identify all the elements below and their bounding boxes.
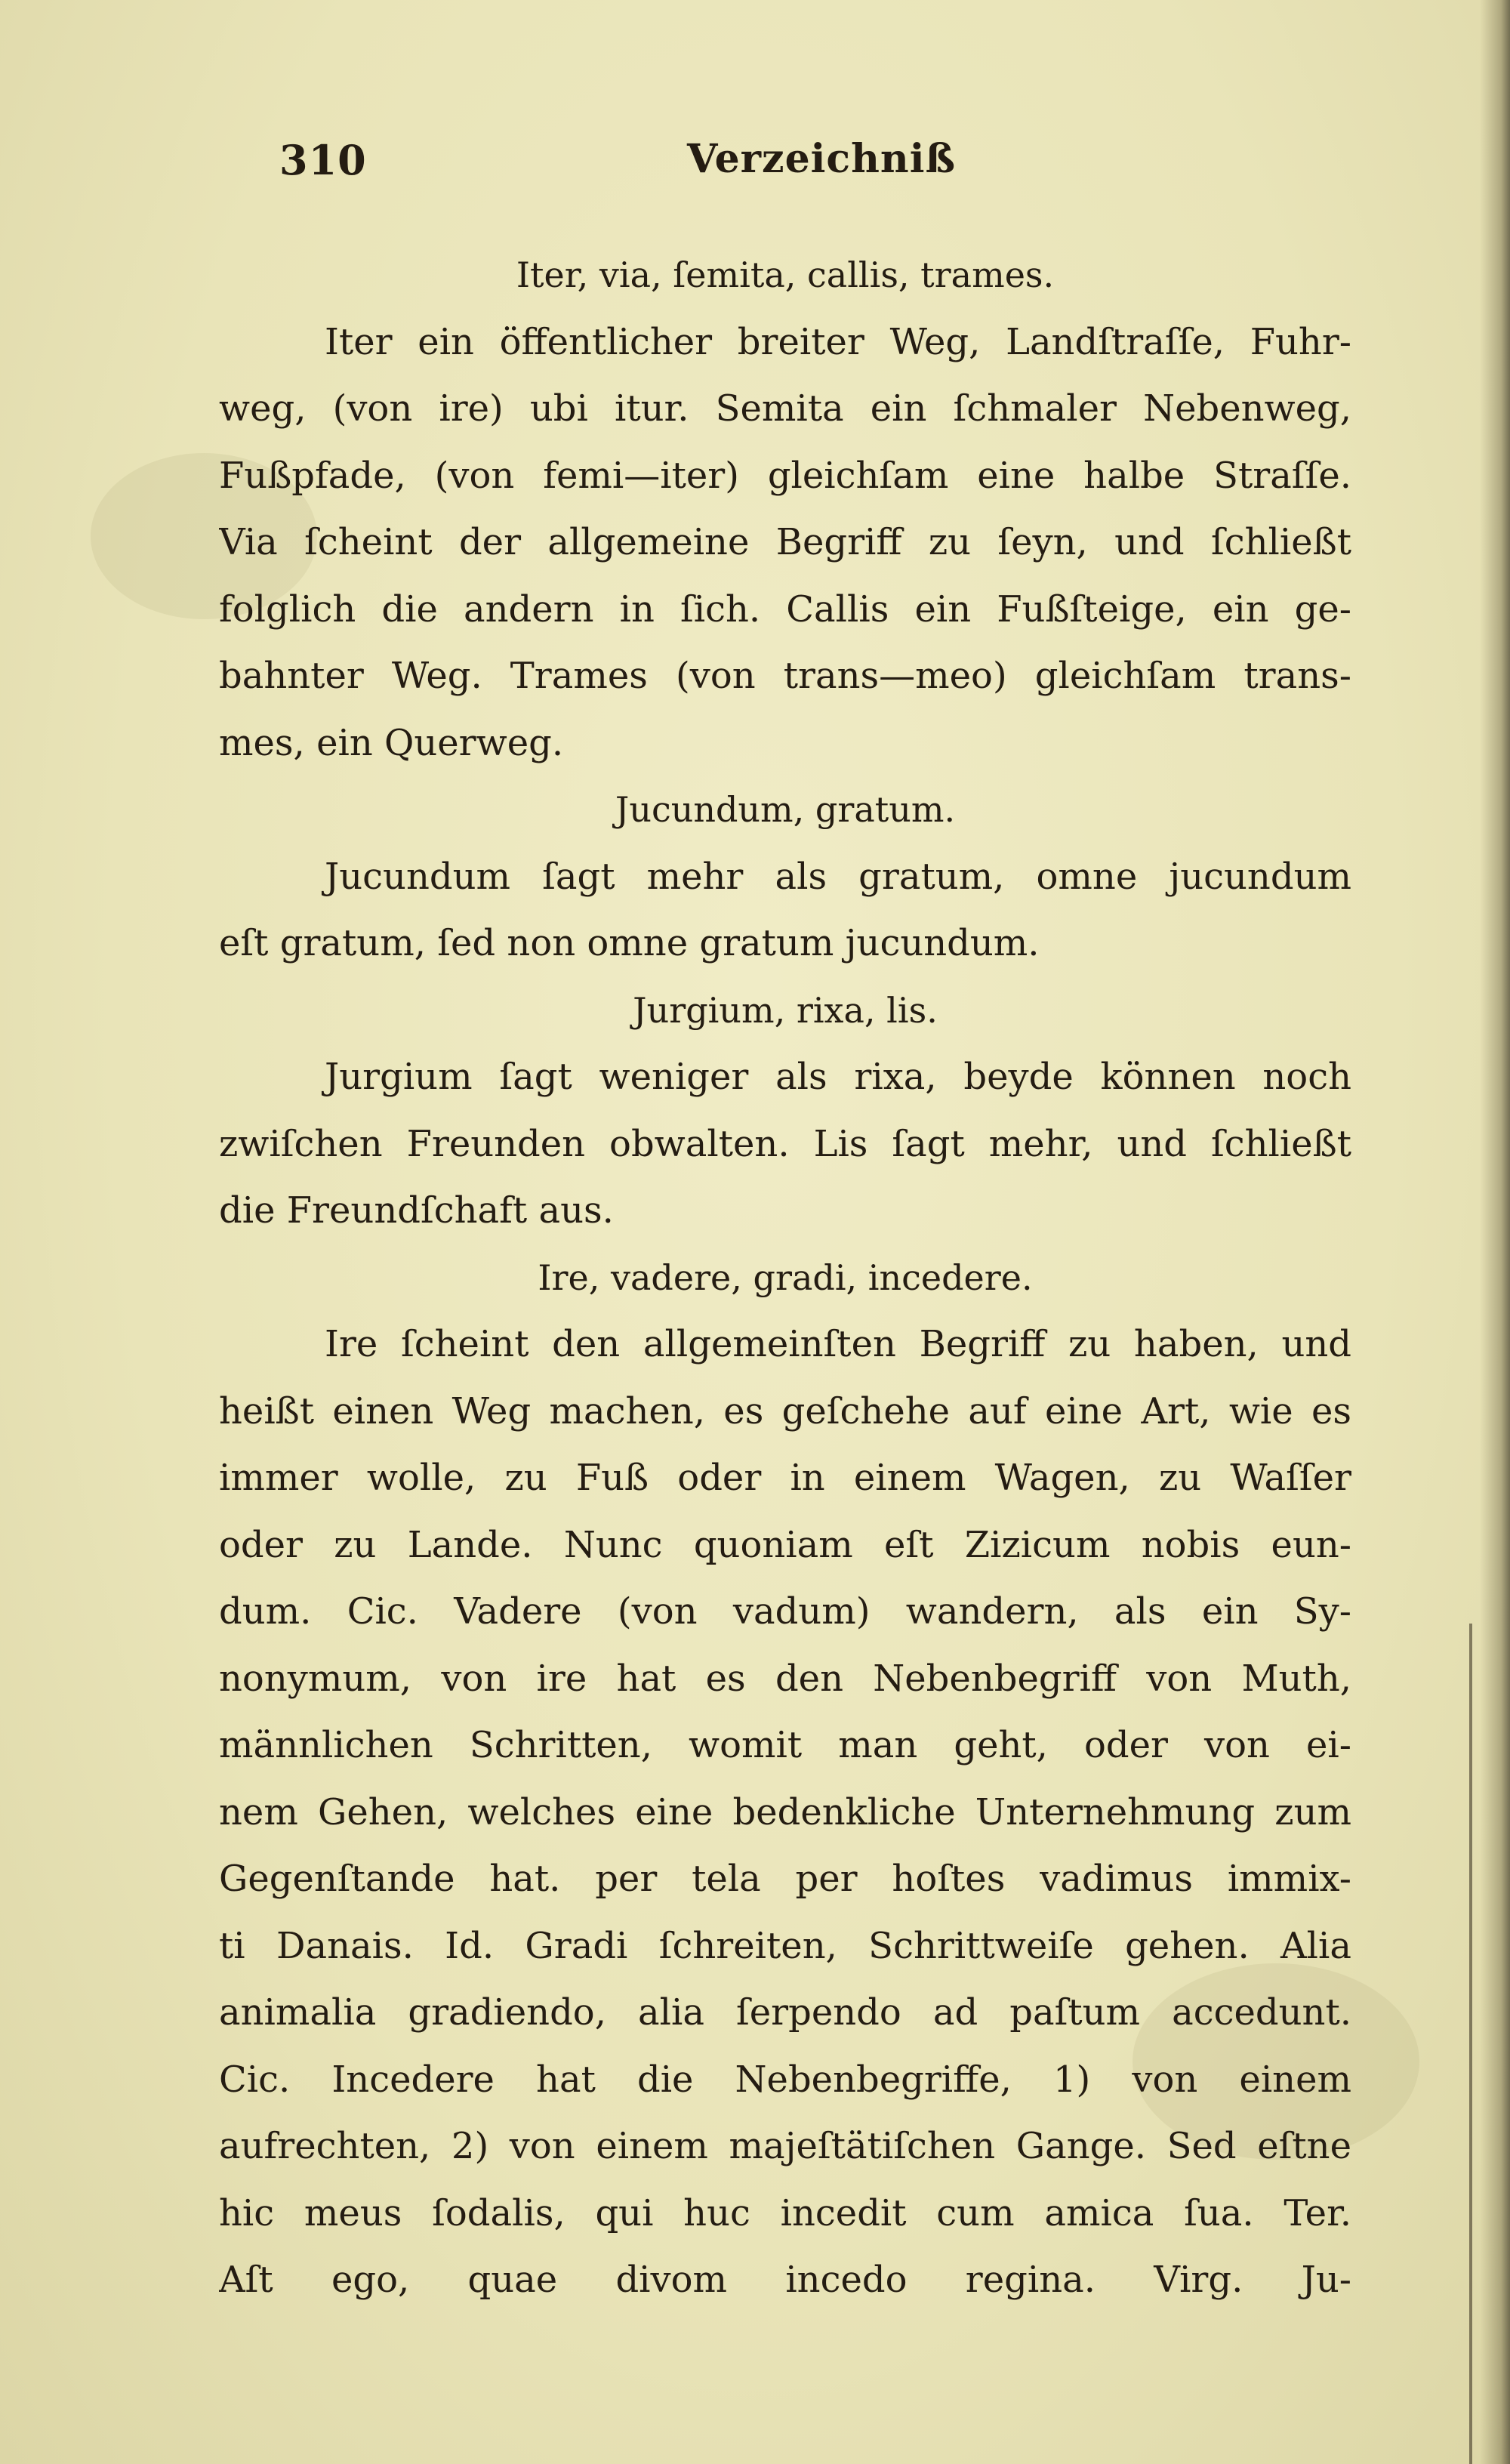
text-line: Via ſcheint der allgemeine Begriff zu ſeyn, und ſchließt (219, 521, 1351, 563)
text-line: Ire ſcheint den allgemeinſten Begriff zu haben, und (325, 1323, 1351, 1365)
text-line: folglich die andern in ſich. Callis ein Fußſteige, ein ge- (219, 587, 1351, 631)
text-line: dum. Cic. Vadere (von vadum) wandern, als ein Sy- (219, 1590, 1351, 1633)
text-line: aufrechten, 2) von einem majeſtätiſchen Gange. Sed eſtne (219, 2125, 1351, 2167)
text-line: zwiſchen Freunden obwalten. Lis ſagt mehr, und ſchließt (219, 1122, 1351, 1165)
page-header (279, 136, 1336, 204)
entry-heading: Ire, vadere, gradi, incedere. (538, 1257, 1033, 1298)
text-line: Gegenſtande hat. per tela per hoſtes vadimus immix- (219, 1858, 1351, 1900)
text-line: männlichen Schritten, womit man geht, oder von ei- (219, 1724, 1351, 1766)
text-line: Jucundum ſagt mehr als gratum, omne jucundum (325, 855, 1351, 898)
text-line: Aſt ego, quae divom incedo regina. Virg. Ju- (219, 2259, 1351, 2301)
text-line: eſt gratum, ſed non omne gratum jucundum. (219, 922, 1040, 964)
text-line: Fußpfade, (von femi—iter) gleichſam eine halbe Straſſe. (219, 454, 1351, 497)
text-line: ti Danais. Id. Gradi ſchreiten, Schrittweiſe gehen. Alia (219, 1924, 1351, 1967)
text-body (219, 242, 1351, 2314)
entry-heading: Iter, via, ſemita, callis, trames. (516, 254, 1055, 295)
text-line: oder zu Lande. Nunc quoniam eſt Zizicum nobis eun- (219, 1523, 1351, 1566)
text-line: animalia gradiendo, alia ſerpendo ad paſtum accedunt. (219, 1991, 1351, 2034)
entry-heading: Jurgium, rixa, lis. (633, 989, 938, 1031)
running-head: Verzeichniß (687, 136, 956, 182)
page-edge-shadow (1480, 0, 1510, 2464)
text-line: mes, ein Querweg. (219, 721, 564, 764)
text-line: immer wolle, zu Fuß oder in einem Wagen, zu Waſſer (219, 1457, 1351, 1499)
text-line: Iter ein öffentlicher breiter Weg, Landſtraſſe, Fuhr- (325, 320, 1351, 363)
text-line: bahnter Weg. Trames (von trans—meo) gleichſam trans- (219, 655, 1351, 697)
text-line: die Freundſchaft aus. (219, 1189, 614, 1232)
page-edge-line (1469, 1624, 1472, 2464)
text-line: Cic. Incedere hat die Nebenbegriffe, 1) von einem (219, 2058, 1351, 2101)
text-line: weg, (von ire) ubi itur. Semita ein ſchmaler Nebenweg, (219, 387, 1351, 430)
text-line: nonymum, von ire hat es den Nebenbegriff von Muth, (219, 1657, 1351, 1700)
page-number: 310 (279, 136, 367, 184)
text-line: heißt einen Weg machen, es geſchehe auf eine Art, wie es (219, 1389, 1351, 1432)
entry-heading: Jucundum, gratum. (615, 789, 956, 830)
text-line: hic meus ſodalis, qui huc incedit cum amica ſua. Ter. (219, 2191, 1351, 2234)
text-line: nem Gehen, welches eine bedenkliche Unternehmung zum (219, 1790, 1351, 1833)
text-line: Jurgium ſagt weniger als rixa, beyde können noch (325, 1056, 1351, 1098)
